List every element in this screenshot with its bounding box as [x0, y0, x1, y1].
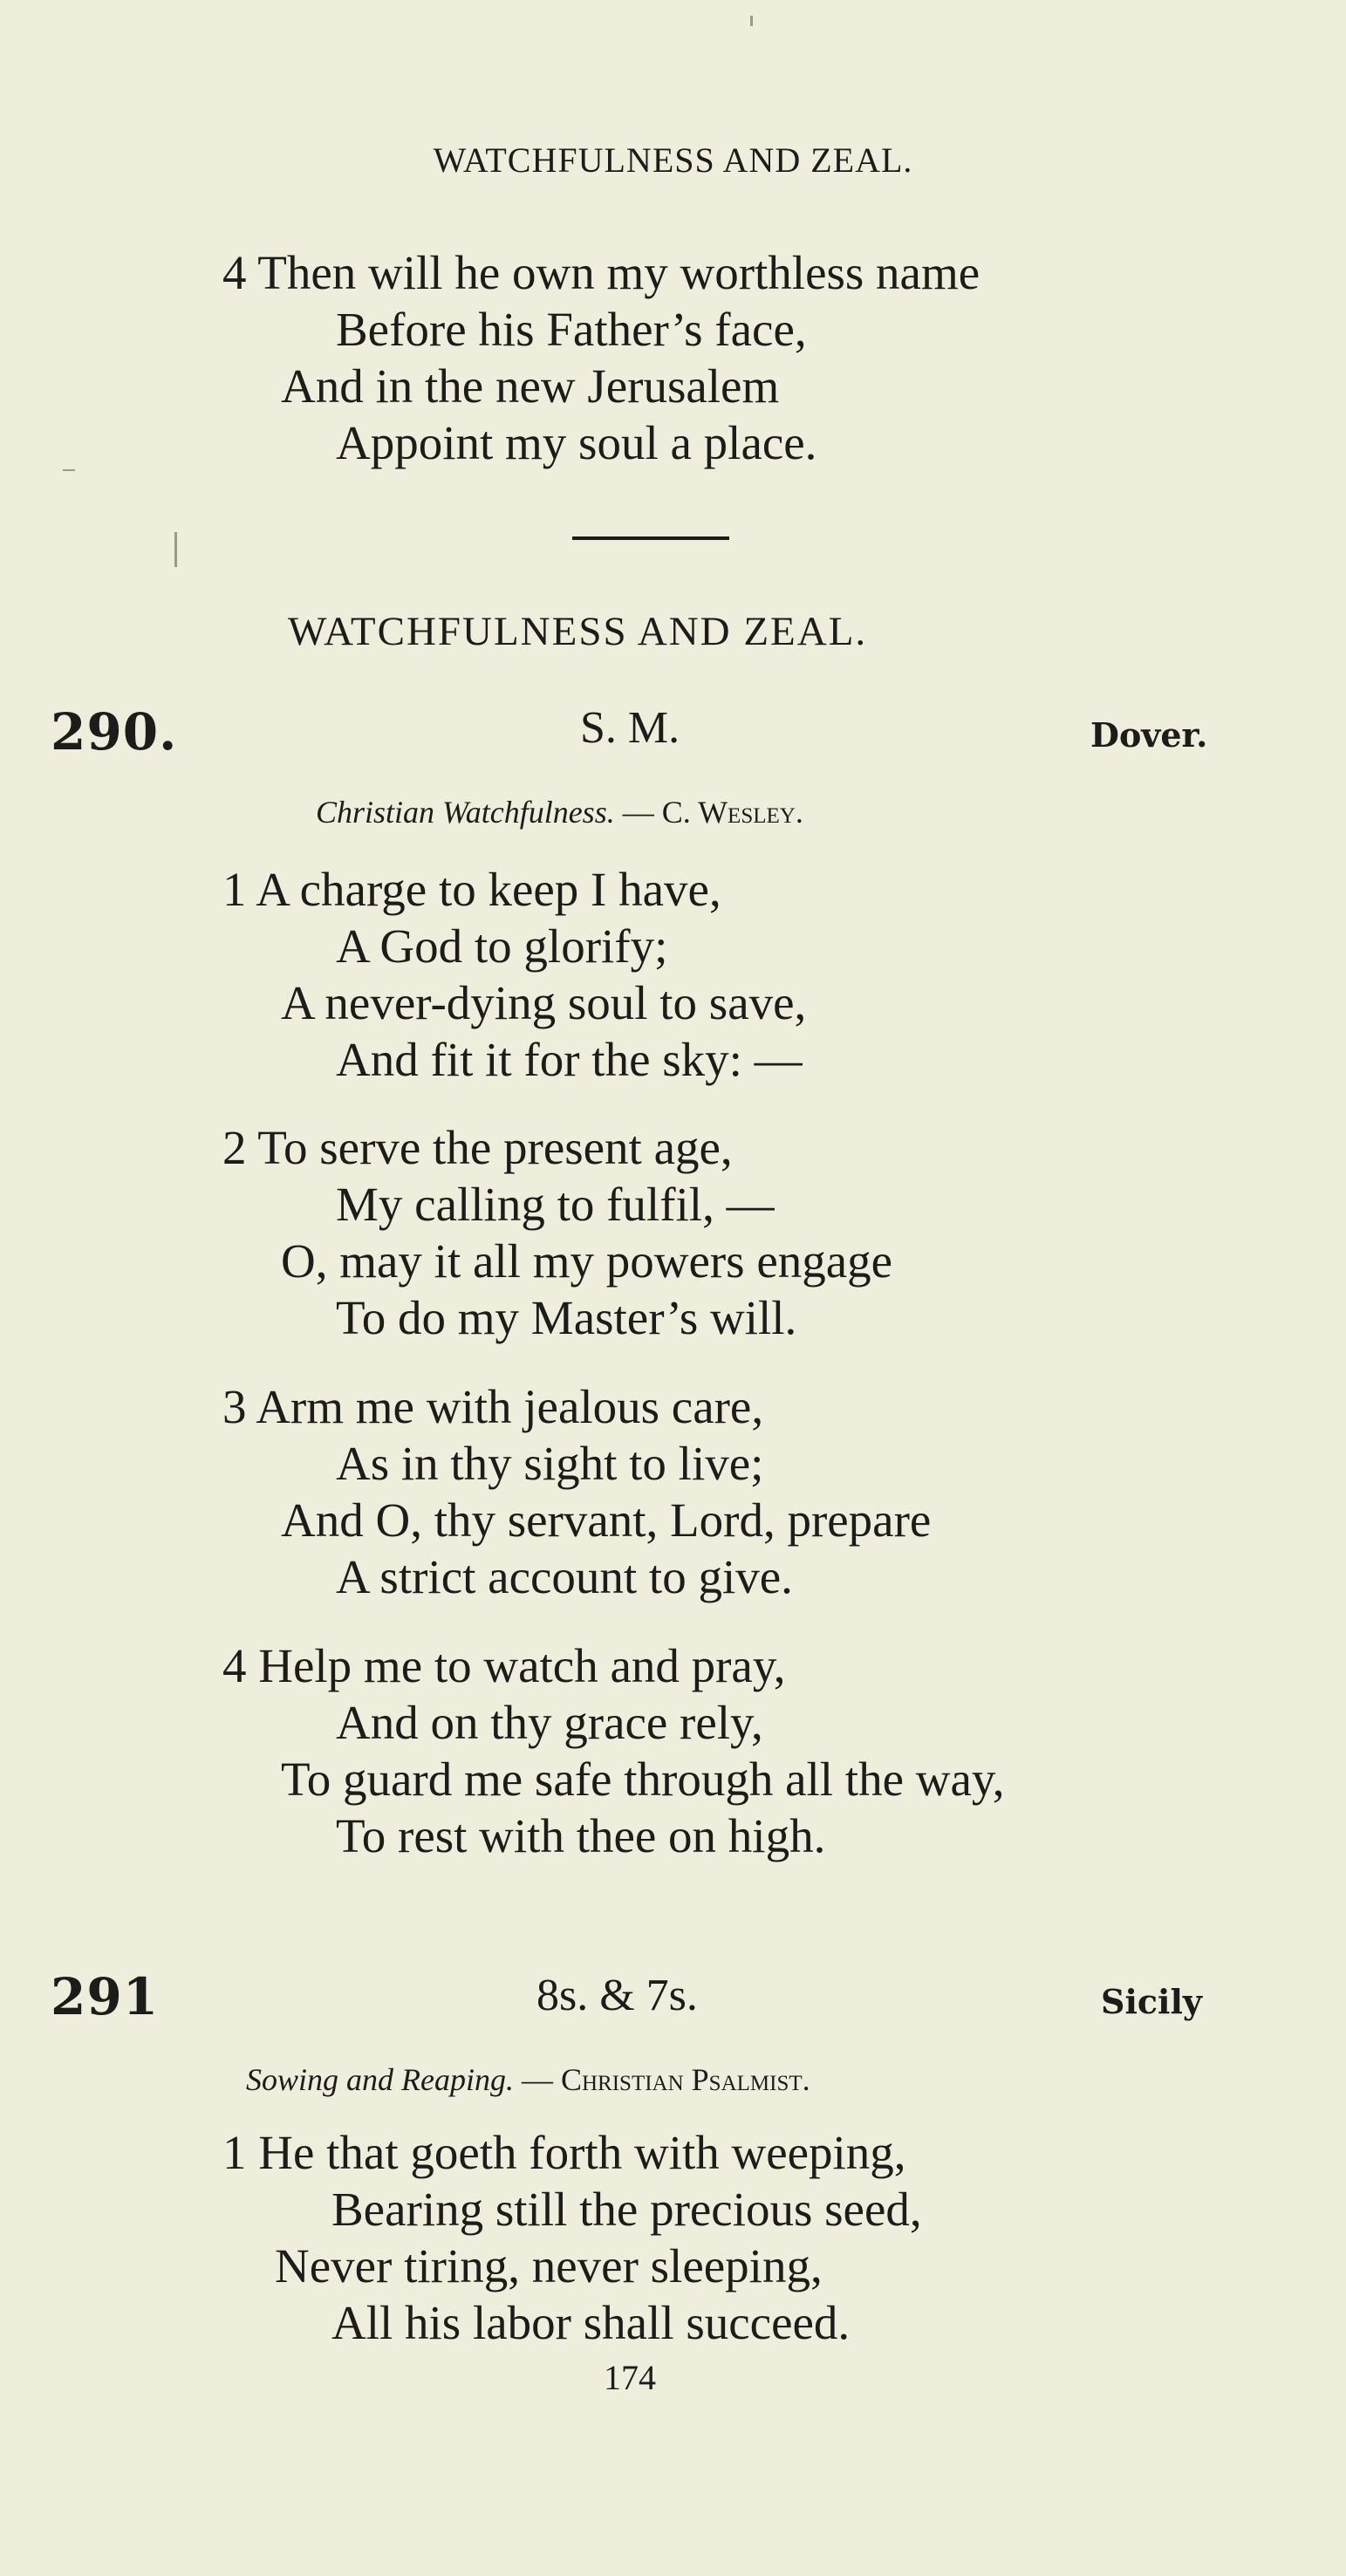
hymn-subtitle-dash: —: [513, 2062, 561, 2097]
scan-speck: [63, 469, 75, 471]
hymn-number: 290.: [51, 702, 178, 762]
verse-line: 1 A charge to keep I have,: [222, 863, 721, 916]
hymn-subtitle-title: Sowing and Reaping.: [246, 2062, 514, 2097]
hymn-tune: Dover.: [1090, 715, 1208, 755]
scan-speck: [174, 532, 177, 567]
verse-line: Appoint my soul a place.: [336, 416, 817, 469]
verse-line: To guard me safe through all the way,: [281, 1753, 1005, 1806]
verse-line: A never-dying soul to save,: [281, 976, 807, 1029]
verse-line: To do my Master’s will.: [336, 1291, 797, 1344]
verse-line: O, may it all my powers engage: [281, 1234, 893, 1288]
verse-line: And fit it for the sky: —: [336, 1033, 803, 1086]
verse-line: As in thy sight to live;: [336, 1437, 764, 1490]
verse-line: 4 Help me to watch and pray,: [222, 1639, 786, 1692]
scan-speck: [750, 16, 753, 26]
verse-line: My calling to fulfil, —: [336, 1178, 775, 1231]
verse-line: 4 Then will he own my worthless name: [222, 246, 980, 299]
hymn-subtitle: [316, 794, 803, 830]
verse-line: To rest with thee on high.: [336, 1809, 826, 1862]
running-head: WATCHFULNESS AND ZEAL.: [433, 140, 913, 180]
verse-line: And O, thy servant, Lord, prepare: [281, 1493, 932, 1547]
hymn-tune: Sicily: [1101, 1982, 1202, 2021]
verse-line: Before his Father’s face,: [336, 303, 807, 356]
verse-line: 3 Arm me with jealous care,: [222, 1380, 764, 1433]
hymn-subtitle-title: Christian Watchfulness.: [316, 795, 615, 830]
hymn-meter: S. M.: [580, 703, 680, 753]
section-title: WATCHFULNESS AND ZEAL.: [288, 609, 868, 654]
verse-line: Never tiring, never sleeping,: [275, 2239, 823, 2292]
hymn-author: Christian Psalmist.: [560, 2062, 810, 2097]
hymn-subtitle: [246, 2061, 810, 2098]
hymn-number: 291: [51, 1967, 160, 2026]
verse-line: A God to glorify;: [336, 919, 668, 973]
hymn-meter: 8s. & 7s.: [536, 1971, 698, 2020]
verse-line: 2 To serve the present age,: [222, 1121, 733, 1174]
hymn-author: C. Wesley.: [661, 795, 803, 830]
verse-line: A strict account to give.: [336, 1550, 793, 1603]
verse-line: Bearing still the precious seed,: [331, 2183, 922, 2236]
section-divider: [572, 536, 729, 540]
verse-line: And on thy grace rely,: [336, 1696, 763, 1749]
verse-line: All his labor shall succeed.: [331, 2296, 851, 2349]
verse-line: And in the new Jerusalem: [281, 359, 780, 413]
page-number: 174: [604, 2358, 656, 2397]
hymn-subtitle-dash: —: [614, 795, 662, 830]
verse-line: 1 He that goeth forth with weeping,: [222, 2126, 906, 2179]
